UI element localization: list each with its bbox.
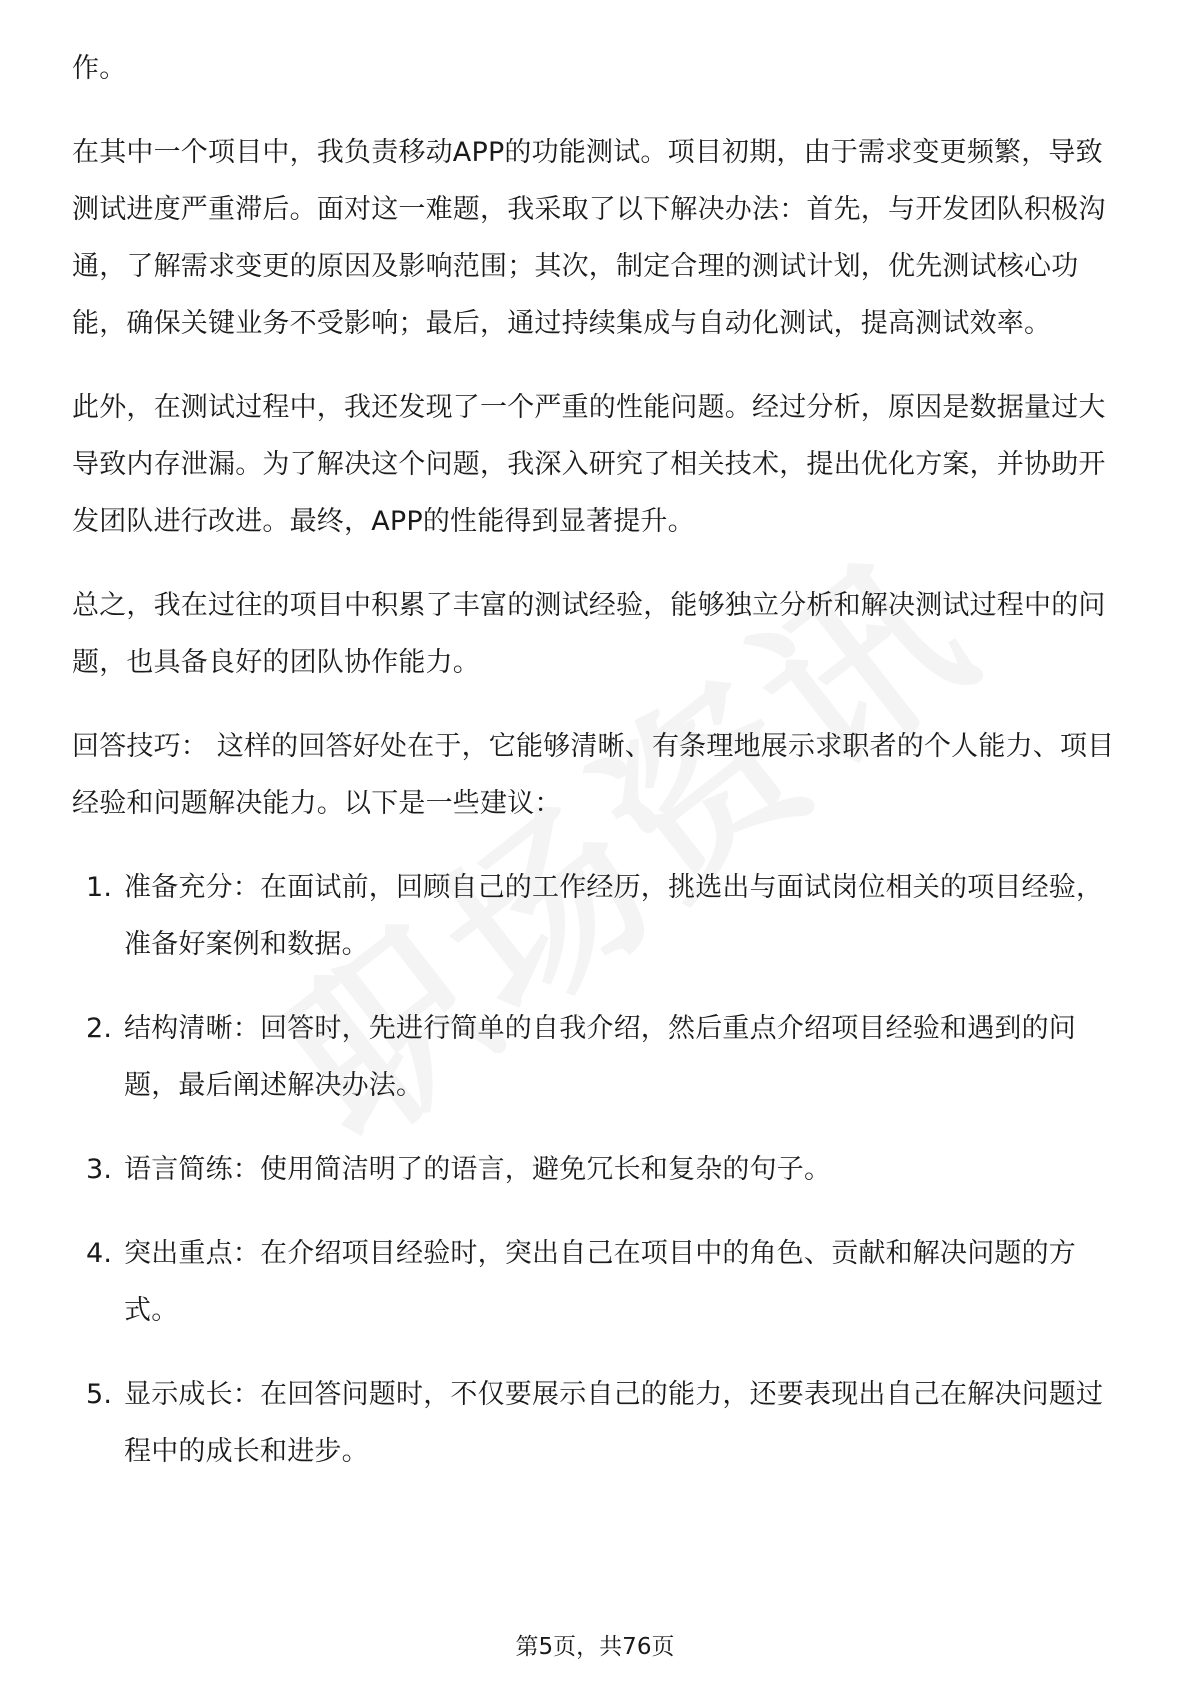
paragraph-answer-tips: 回答技巧： 这样的回答好处在于，它能够清晰、有条理地展示求职者的个人能力、项目经验和问题解决能力。以下是一些建议： xyxy=(72,731,1115,819)
paragraph-performance-issue: 此外，在测试过程中，我还发现了一个严重的性能问题。经过分析，原因是数据量过大导致内存泄漏。为了解决这个问题，我深入研究了相关技术，提出优化方案，并协助开发团队进行改进。最终，APP的性能得到显著提升。 xyxy=(72,392,1106,537)
list-number: 4. xyxy=(86,1238,113,1269)
list-text: 结构清晰：回答时，先进行简单的自我介绍，然后重点介绍项目经验和遇到的问题，最后阐述解决办法。 xyxy=(124,1013,1076,1101)
list-item xyxy=(72,1141,1122,1198)
list-number: 2. xyxy=(86,1013,113,1044)
list-item xyxy=(72,1000,1122,1114)
page-number: 第5页，共76页 xyxy=(515,1634,675,1660)
list-number: 1. xyxy=(86,872,113,903)
list-item xyxy=(72,859,1122,973)
paragraph-project-experience: 在其中一个项目中，我负责移动APP的功能测试。项目初期，由于需求变更频繁，导致测试进度严重滞后。面对这一难题，我采取了以下解决办法：首先，与开发团队积极沟通，了解需求变更的原因及影响范围；其次，制定合理的测试计划，优先测试核心功能，确保关键业务不受影响；最后，通过持续集成与自动化测试，提高测试效率。 xyxy=(72,137,1106,339)
list-item xyxy=(72,1225,1122,1339)
tips-list xyxy=(72,859,1122,1480)
list-text: 准备充分：在面试前，回顾自己的工作经历，挑选出与面试岗位相关的项目经验，准备好案例和数据。 xyxy=(124,872,1104,960)
list-number: 5. xyxy=(86,1379,113,1410)
paragraph-summary: 总之，我在过往的项目中积累了丰富的测试经验，能够独立分析和解决测试过程中的问题，也具备良好的团队协作能力。 xyxy=(72,590,1106,678)
list-text: 显示成长：在回答问题时，不仅要展示自己的能力，还要表现出自己在解决问题过程中的成长和进步。 xyxy=(124,1379,1104,1467)
list-item xyxy=(72,1366,1122,1480)
paragraph-continuation: 作。 xyxy=(72,53,127,84)
list-text: 突出重点：在介绍项目经验时，突出自己在项目中的角色、贡献和解决问题的方式。 xyxy=(124,1238,1076,1326)
list-number: 3. xyxy=(86,1154,113,1185)
document-body xyxy=(72,40,1122,1507)
list-text: 语言简练：使用简洁明了的语言，避免冗长和复杂的句子。 xyxy=(124,1154,832,1185)
